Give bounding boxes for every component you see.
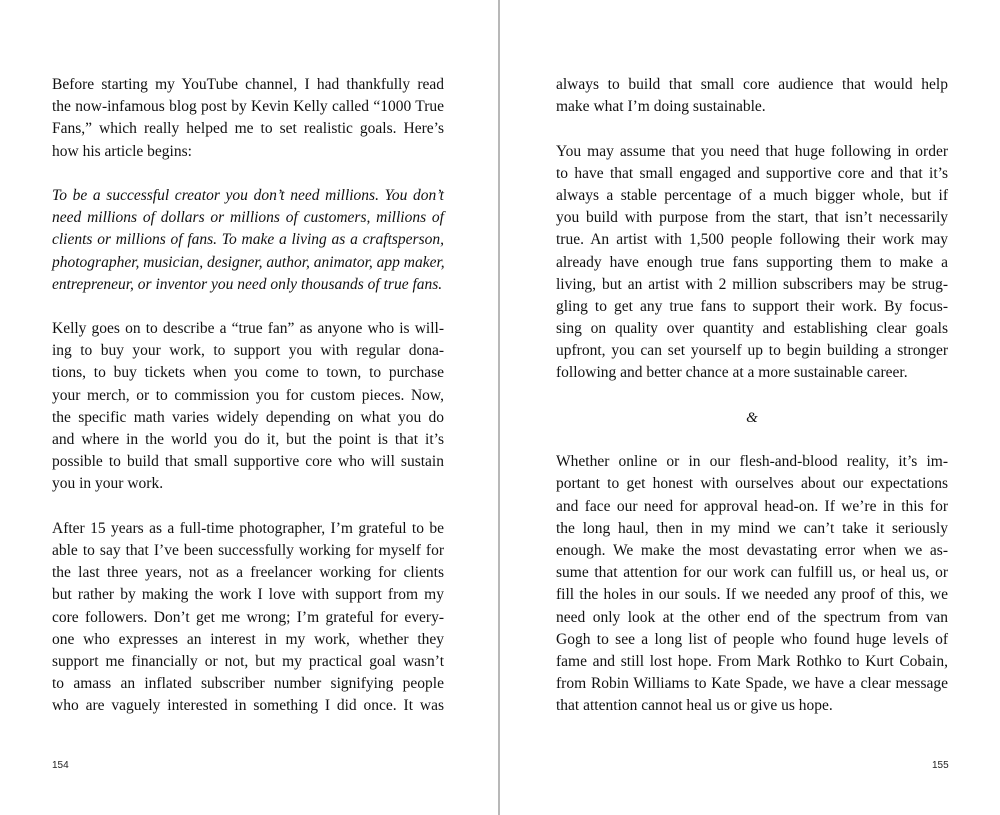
text-line: living, but an artist with 2 million subscribers may be strug- xyxy=(556,275,948,293)
text-line: from Robin Williams to Kate Spade, we have a clear message xyxy=(556,675,948,693)
text-line: true. An artist with 1,500 people following their work may xyxy=(556,231,948,249)
paragraph-break xyxy=(556,118,948,140)
text-line: always to build that small core audience that would help xyxy=(556,76,948,93)
text-line: Before starting my YouTube channel, I had thankfully read xyxy=(52,76,444,93)
text-line: Kelly goes on to describe a “true fan” as anyone who is will- xyxy=(52,320,444,338)
text-line: sing on quality over quantity and establishing clear goals xyxy=(556,320,948,338)
text-line: core followers. Don’t get me wrong; I’m grateful for every- xyxy=(52,608,444,626)
text-line: You may assume that you need that huge following in order xyxy=(556,142,948,160)
page-number-right: 155 xyxy=(932,760,949,771)
text-line: to amass an inflated subscriber number signifying people xyxy=(52,675,444,693)
text-line: the long haul, then in my mind we can’t take it seriously xyxy=(556,519,948,537)
text-line: fill the holes in our souls. If we needed any proof of this, we xyxy=(556,586,948,604)
text-line: fame and still lost hope. From Mark Rothko to Kurt Cobain, xyxy=(556,652,948,670)
text-line: upfront, you can set yourself up to begin building a stronger xyxy=(556,342,948,360)
text-line: to have that small engaged and supportive core and that it’s xyxy=(556,164,948,182)
text-line: who are vaguely interested in something I did once. It was xyxy=(52,697,444,715)
paragraph-break xyxy=(52,496,444,518)
left-page-text xyxy=(52,74,444,717)
text-line: sume that attention for our work can fulfill us, or heal us, or xyxy=(556,564,948,582)
text-line: the last three years, not as a freelancer working for clients xyxy=(52,564,444,582)
paragraph-break xyxy=(52,163,444,185)
text-line: the specific math varies widely depending on what you do xyxy=(52,408,444,426)
text-line: how his article begins: xyxy=(52,142,192,160)
text-line: Whether online or in our flesh-and-blood reality, it’s im- xyxy=(556,453,948,471)
text-line: and where in the world you do it, but the point is that it’s xyxy=(52,431,444,448)
right-page xyxy=(500,0,1000,815)
text-line: and face our need for approval head-on. If we’re in this for xyxy=(556,497,948,515)
text-line: support me financially or not, but my practical goal wasn’t xyxy=(52,652,444,670)
text-line: possible to build that small supportive core who will sustain xyxy=(52,453,444,471)
text-line: you in your work. xyxy=(52,475,164,493)
text-line: make what I’m doing sustainable. xyxy=(556,98,766,116)
section-ornament: & xyxy=(746,409,758,426)
text-line: one who expresses an interest in my work, whether they xyxy=(52,630,444,648)
text-line: the now-infamous blog post by Kevin Kelly called “1000 True xyxy=(52,98,444,116)
text-line: your merch, or to commission you for custom pieces. Now, xyxy=(52,386,444,404)
text-line: Gogh to see a long list of people who found huge levels of xyxy=(556,630,948,648)
text-line: but rather by making the work I love with support from my xyxy=(52,586,444,604)
text-line: portant to get honest with ourselves about our expectations xyxy=(556,475,948,493)
text-line: you build with purpose from the start, that isn’t necessarily xyxy=(556,209,948,227)
quote-line: To be a successful creator you don’t need millions. You don’t xyxy=(52,186,444,204)
text-line: able to say that I’ve been successfully working for myself for xyxy=(52,541,444,559)
text-line: already have enough true fans supporting them to make a xyxy=(556,253,948,271)
text-line: tions, to buy tickets when you come to town, to purchase xyxy=(52,364,444,382)
right-page-text xyxy=(556,74,948,717)
text-line: need only look at the other end of the spectrum from van xyxy=(556,608,948,626)
text-line: that attention cannot heal us or give us hope. xyxy=(556,697,833,715)
text-line: ing to buy your work, to support you with regular dona- xyxy=(52,342,444,360)
text-line: Fans,” which really helped me to set realistic goals. Here’s xyxy=(52,120,444,138)
page-number-left: 154 xyxy=(52,760,69,771)
quote-line: entrepreneur, or inventor you need only thousands of true fans. xyxy=(52,275,443,293)
text-line: always a stable percentage of a much bigger whole, but if xyxy=(556,186,948,204)
text-line: After 15 years as a full-time photographer, I’m grateful to be xyxy=(52,519,444,537)
text-line: enough. We make the most devastating error when we as- xyxy=(556,541,948,559)
text-line: following and better chance at a more sustainable career. xyxy=(556,364,908,382)
quote-line: need millions of dollars or millions of customers, millions of xyxy=(52,209,444,227)
text-line: gling to get any true fans to support their work. By focus- xyxy=(556,297,948,315)
quote-line: photographer, musician, designer, author, animator, app maker, xyxy=(52,253,445,271)
quote-line: clients or millions of fans. To make a living as a craftsperson, xyxy=(52,231,444,249)
paragraph-break xyxy=(52,296,444,318)
